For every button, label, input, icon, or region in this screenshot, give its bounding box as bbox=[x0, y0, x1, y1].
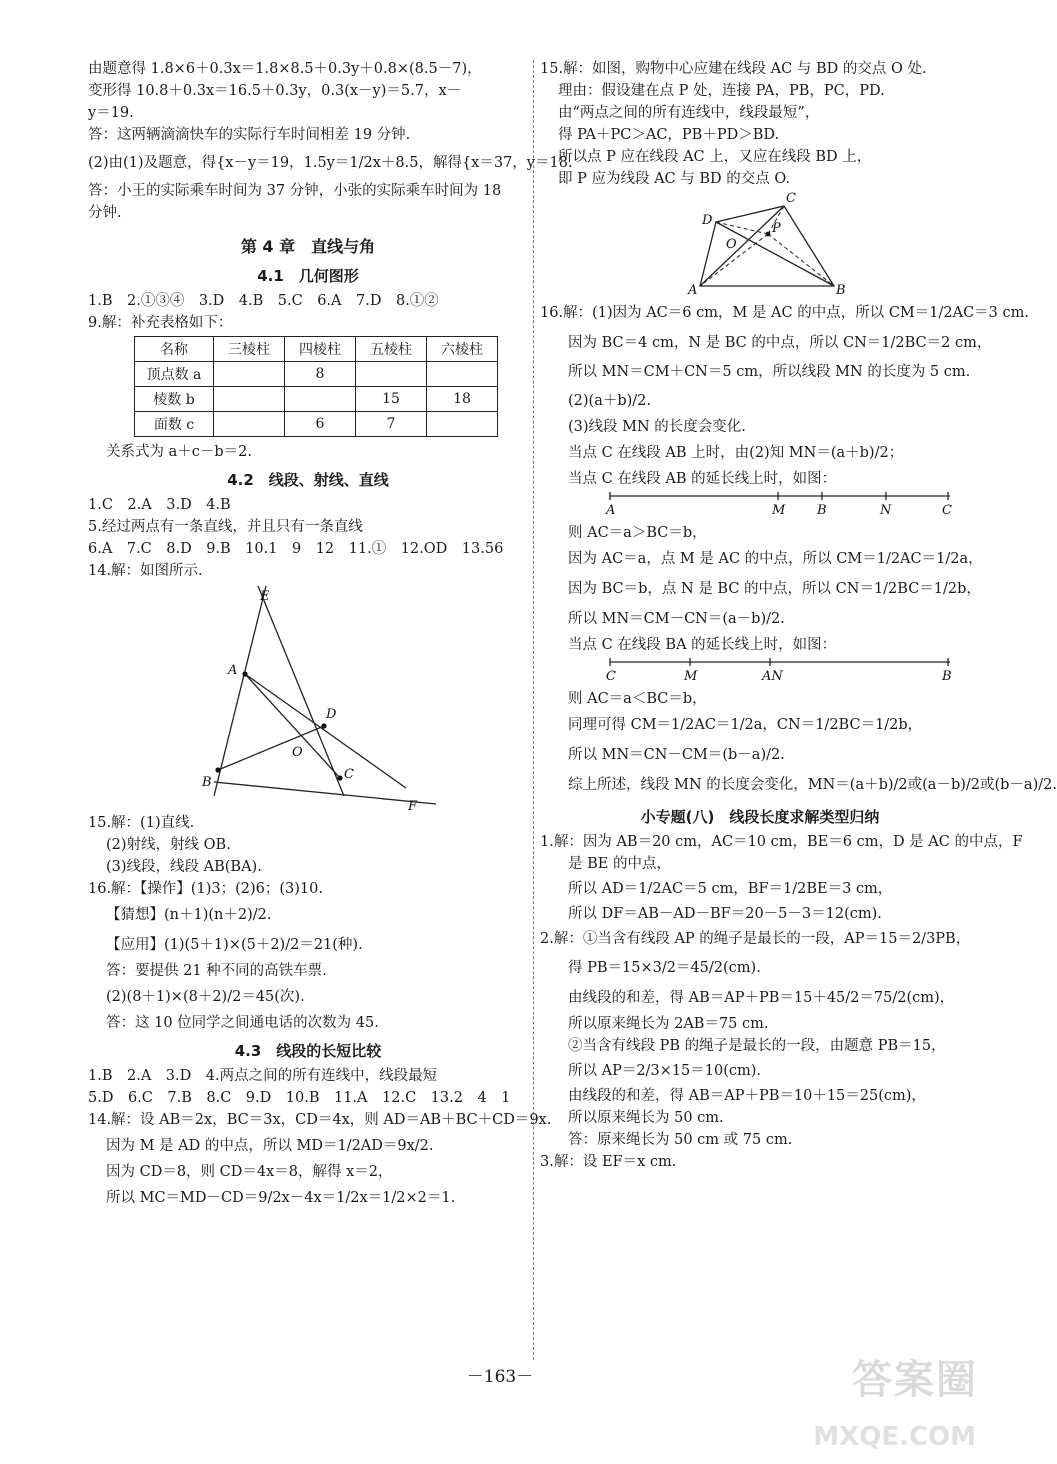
table-cell: 面数 c bbox=[135, 412, 214, 437]
figure-lines-14 bbox=[88, 582, 528, 812]
column-divider bbox=[533, 60, 534, 1360]
point-a bbox=[242, 671, 247, 676]
text-line: 所以 MN＝CM－CN＝(a－b)/2. bbox=[568, 611, 785, 627]
text-line: 14.解：设 AB＝2x，BC＝3x，CD＝4x，则 AD＝AB＋BC＋CD＝9x. bbox=[88, 1112, 552, 1128]
label-n: N bbox=[880, 503, 892, 518]
label-b: B bbox=[942, 669, 952, 684]
label-c: C bbox=[942, 503, 952, 518]
label-f: F bbox=[408, 799, 418, 814]
text-line: 是 BE 的中点， bbox=[568, 856, 671, 872]
text-line: 则 AC＝a＜BC＝b， bbox=[568, 691, 707, 707]
label-a: A bbox=[688, 283, 698, 298]
table-cell bbox=[214, 387, 285, 412]
text-line: 由题意得 1.8×6＋0.3x＝1.8×8.5＋0.3y＋0.8×(8.5－7)， bbox=[88, 61, 482, 77]
label-an: AN bbox=[762, 669, 783, 684]
text-line: 分钟. bbox=[88, 205, 122, 221]
table-cell: 顶点数 a bbox=[135, 362, 214, 387]
text-line: (2)由(1)及题意，得{x－y＝19，1.5y＝1/2x＋8.5，解得{x＝37，y＝18. bbox=[88, 155, 573, 171]
text-line: 当点 C 在线段 AB 的延长线上时，如图： bbox=[568, 471, 837, 487]
ray-ad bbox=[245, 674, 406, 788]
label-e: E bbox=[260, 589, 270, 604]
chapter-title: 第 4 章 直线与角 bbox=[240, 237, 376, 256]
watermark-logo bbox=[813, 1344, 982, 1454]
table-cell bbox=[214, 362, 285, 387]
watermark-en: MXQE.COM bbox=[813, 1422, 976, 1452]
text-line: 14.解：如图所示. bbox=[88, 563, 203, 579]
text-line: (2)(a＋b)/2. bbox=[568, 393, 651, 409]
text-line: 所以原来绳长为 2AB＝75 cm. bbox=[568, 1016, 769, 1032]
point-p bbox=[766, 232, 771, 237]
special-topic-title: 小专题(八) 线段长度求解类型归纳 bbox=[640, 808, 880, 826]
text-line: 关系式为 a＋c－b＝2. bbox=[106, 444, 252, 460]
text-line: 同理可得 CM＝1/2AC＝1/2a，CN＝1/2BC＝1/2b， bbox=[568, 717, 923, 733]
label-b: B bbox=[836, 283, 846, 298]
line-eb bbox=[214, 586, 266, 796]
label-c: C bbox=[786, 191, 796, 206]
text-line: 即 P 应为线段 AC 与 BD 的交点 O. bbox=[558, 171, 791, 187]
text-line: 1.C 2.A 3.D 4.B bbox=[88, 497, 231, 513]
label-b: B bbox=[202, 775, 212, 790]
text-line: 所以 MN＝CM＋CN＝5 cm，所以线段 MN 的长度为 5 cm. bbox=[568, 364, 971, 380]
table-cell bbox=[285, 387, 356, 412]
label-c: C bbox=[606, 669, 616, 684]
text-line: (2)(8＋1)×(8＋2)/2＝45(次). bbox=[106, 989, 305, 1005]
text-line: 【应用】(1)(5＋1)×(5＋2)/2＝21(种). bbox=[106, 937, 363, 953]
text-line: 所以 AD＝1/2AC＝5 cm，BF＝1/2BE＝3 cm， bbox=[568, 881, 893, 897]
label-c: C bbox=[344, 767, 354, 782]
text-line: 答：原来绳长为 50 cm 或 75 cm. bbox=[568, 1132, 793, 1148]
figure-quadrilateral-15 bbox=[540, 190, 980, 298]
text-line: 由线段的和差，得 AB＝AP＋PB＝10＋15＝25(cm)， bbox=[568, 1088, 926, 1104]
section-title-4-1: 4.1 几何图形 bbox=[257, 267, 359, 285]
text-line: 由“两点之间的所有连线中，线段最短”， bbox=[558, 105, 820, 121]
table-cell bbox=[427, 362, 498, 387]
text-line: 6.A 7.C 8.D 9.B 10.1 9 12 11.① 12.OD 13.56 bbox=[88, 541, 504, 557]
label-p: P bbox=[772, 221, 781, 236]
text-line: 15.解：(1)直线. bbox=[88, 815, 195, 831]
table-cell bbox=[356, 362, 427, 387]
text-line: 2.解：①当含有线段 AP 的绳子是最长的一段，AP＝15＝2/3PB， bbox=[540, 931, 971, 947]
text-line: 5.D 6.C 7.B 8.C 9.D 10.B 11.A 12.C 13.2 4 1 bbox=[88, 1090, 511, 1106]
text-line: 当点 C 在线段 BA 的延长线上时，如图： bbox=[568, 637, 837, 653]
text-line: (3)线段 MN 的长度会变化. bbox=[568, 419, 746, 435]
table-cell: 8 bbox=[285, 362, 356, 387]
text-line: 因为 AC＝a，点 M 是 AC 的中点，所以 CM＝1/2AC＝1/2a， bbox=[568, 551, 983, 567]
text-line: (3)线段，线段 AB(BA). bbox=[106, 859, 262, 875]
segment-bd bbox=[218, 726, 324, 770]
label-d: D bbox=[326, 707, 337, 722]
text-line: 答：要提供 21 种不同的高铁车票. bbox=[106, 963, 327, 979]
text-line: 因为 BC＝b，点 N 是 BC 的中点，所以 CN＝1/2BC＝1/2b， bbox=[568, 581, 981, 597]
quadrilateral-abcd bbox=[700, 206, 834, 286]
table-row bbox=[135, 362, 498, 387]
text-line: 答：这两辆滴滴快车的实际行车时间相差 19 分钟. bbox=[88, 127, 411, 143]
text-line: 得 PA＋PC＞AC，PB＋PD＞BD. bbox=[558, 127, 780, 143]
label-a: A bbox=[228, 663, 238, 678]
label-m: M bbox=[684, 669, 698, 684]
table-header-row bbox=[135, 337, 498, 362]
table-cell: 18 bbox=[427, 387, 498, 412]
number-line-figure-2 bbox=[540, 656, 980, 688]
text-line: 因为 BC＝4 cm，N 是 BC 的中点，所以 CN＝1/2BC＝2 cm， bbox=[568, 335, 992, 351]
table-header-cell: 三棱柱 bbox=[214, 337, 285, 362]
text-line: 因为 M 是 AD 的中点，所以 MD＝1/2AD＝9x/2. bbox=[106, 1138, 434, 1154]
label-m: M bbox=[772, 503, 786, 518]
label-o: O bbox=[726, 237, 737, 252]
label-o: O bbox=[292, 745, 303, 760]
label-d: D bbox=[702, 213, 713, 228]
text-line: y＝19. bbox=[88, 105, 134, 121]
text-line: 答：小王的实际乘车时间为 37 分钟，小张的实际乘车时间为 18 bbox=[88, 183, 502, 199]
table-header-cell: 五棱柱 bbox=[356, 337, 427, 362]
page-number: －163－ bbox=[466, 1367, 534, 1387]
text-line: 所以 MN＝CN－CM＝(b－a)/2. bbox=[568, 747, 785, 763]
text-line: 3.解：设 EF＝x cm. bbox=[540, 1154, 677, 1170]
table-header-cell: 六棱柱 bbox=[427, 337, 498, 362]
label-b: B bbox=[817, 503, 827, 518]
section-title-4-3: 4.3 线段的长短比较 bbox=[234, 1042, 382, 1060]
text-line: 所以 MC＝MD－CD＝9/2x－4x＝1/2x＝1/2×2＝1. bbox=[106, 1190, 456, 1206]
point-d bbox=[321, 723, 326, 728]
text-line: 答：这 10 位同学之间通电话的次数为 45. bbox=[106, 1015, 379, 1031]
text-line: 理由：假设建在点 P 处，连接 PA，PB，PC，PD. bbox=[558, 83, 885, 99]
table-cell: 15 bbox=[356, 387, 427, 412]
table-cell: 棱数 b bbox=[135, 387, 214, 412]
text-line: 1.解：因为 AB＝20 cm，AC＝10 cm，BE＝6 cm，D 是 AC 的中点，F bbox=[540, 834, 1023, 850]
table-cell: 7 bbox=[356, 412, 427, 437]
text-line: 15.解：如图，购物中心应建在线段 AC 与 BD 的交点 O 处. bbox=[540, 61, 927, 77]
prism-table bbox=[134, 336, 498, 437]
text-line: 16.解：【操作】(1)3；(2)6；(3)10. bbox=[88, 881, 323, 897]
point-b bbox=[215, 767, 220, 772]
text-line: 所以原来绳长为 50 cm. bbox=[568, 1110, 724, 1126]
text-line: ②当含有线段 PB 的绳子是最长的一段，由题意 PB＝15， bbox=[568, 1038, 946, 1054]
text-line: 1.B 2.A 3.D 4.两点之间的所有连线中，线段最短 bbox=[88, 1068, 438, 1084]
label-a: A bbox=[606, 503, 616, 518]
left-column bbox=[88, 58, 573, 1213]
number-line-figure-1 bbox=[540, 490, 980, 522]
text-line: 16.解：(1)因为 AC＝6 cm，M 是 AC 的中点，所以 CM＝1/2AC＝3 cm. bbox=[540, 305, 1029, 321]
text-line: 所以点 P 应在线段 AC 上，又应在线段 BD 上， bbox=[558, 149, 872, 165]
text-line: 9.解：补充表格如下： bbox=[88, 315, 233, 331]
text-line: 当点 C 在线段 AB 上时，由(2)知 MN＝(a＋b)/2； bbox=[568, 445, 904, 461]
text-line: 则 AC＝a＞BC＝b， bbox=[568, 525, 707, 541]
table-row bbox=[135, 412, 498, 437]
text-line: 综上所述，线段 MN 的长度会变化，MN＝(a＋b)/2或(a－b)/2或(b－a)/2. bbox=[568, 777, 1057, 793]
text-line: 所以 DF＝AB－AD－BF＝20－5－3＝12(cm). bbox=[568, 906, 882, 922]
text-line: 由线段的和差，得 AB＝AP＋PB＝15＋45/2＝75/2(cm)， bbox=[568, 990, 955, 1006]
table-cell bbox=[427, 412, 498, 437]
table-header-cell: 四棱柱 bbox=[285, 337, 356, 362]
text-line: 5.经过两点有一条直线，并且只有一条直线 bbox=[88, 519, 363, 535]
table-cell: 6 bbox=[285, 412, 356, 437]
table-header-cell: 名称 bbox=[135, 337, 214, 362]
table-row bbox=[135, 387, 498, 412]
text-line: (2)射线，射线 OB. bbox=[106, 837, 231, 853]
text-line: 因为 CD＝8，则 CD＝4x＝8，解得 x＝2， bbox=[106, 1164, 393, 1180]
text-line: 变形得 10.8＋0.3x＝16.5＋0.3y，0.3(x－y)＝5.7，x－ bbox=[88, 83, 462, 99]
line-ec bbox=[258, 586, 344, 796]
diagonal-ac bbox=[700, 206, 784, 286]
section-title-4-2: 4.2 线段、射线、直线 bbox=[227, 471, 389, 489]
watermark-cn: 答案圈 bbox=[852, 1357, 978, 1403]
text-line: 得 PB＝15×3/2＝45/2(cm). bbox=[568, 960, 761, 976]
text-line: 所以 AP＝2/3×15＝10(cm). bbox=[568, 1063, 762, 1079]
point-c bbox=[337, 775, 342, 780]
text-line: 【猜想】(n＋1)(n＋2)/2. bbox=[106, 907, 272, 923]
table-cell bbox=[214, 412, 285, 437]
right-column bbox=[540, 58, 1057, 1173]
text-line: 1.B 2.①③④ 3.D 4.B 5.C 6.A 7.D 8.①② bbox=[88, 293, 439, 309]
dashed-pb bbox=[768, 234, 834, 286]
